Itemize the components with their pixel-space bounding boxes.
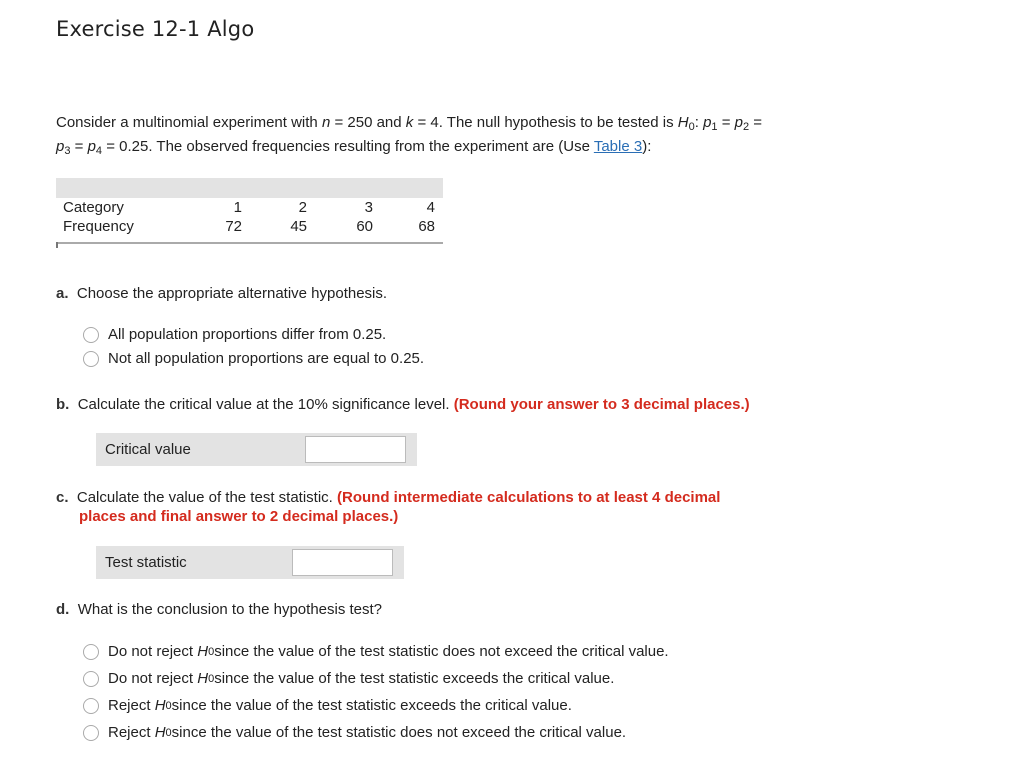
radio-button[interactable] (83, 698, 99, 714)
frequency-cell: 60 (356, 218, 373, 235)
critical-value-row (96, 433, 417, 466)
option-d-1[interactable]: Do not reject H 0 since the value of the test statistic does not exceed the critical value. (83, 643, 669, 660)
option-d-3[interactable]: Reject H 0 since the value of the test statistic exceeds the critical value. (83, 697, 572, 714)
critical-value-label: Critical value (105, 441, 191, 458)
problem-statement: Consider a multinomial experiment with n = 250 and k = 4. The null hypothesis to be tested is $H_0$: $p_1 = p_2$ = $p_3 = p_4 = 0.25$. The observed frequencies resulting from the experiment are (Use Table 3): (56, 114, 763, 157)
category-cell: 3 (364, 199, 373, 216)
radio-button[interactable] (83, 327, 99, 343)
option-a-2[interactable]: Not all population proportions are equal to 0.25. (83, 350, 424, 367)
test-statistic-input[interactable] (292, 549, 393, 576)
option-d-2[interactable]: Do not reject H 0 since the value of the test statistic exceeds the critical value. (83, 670, 614, 687)
radio-button[interactable] (83, 351, 99, 367)
table-row-category (56, 198, 443, 217)
test-statistic-row (96, 546, 404, 579)
option-a-1[interactable]: All population proportions differ from 0.25. (83, 326, 386, 343)
table-bottom-rule (56, 242, 443, 244)
page-title: Exercise 12-1 Algo (56, 17, 255, 41)
critical-value-input[interactable] (305, 436, 406, 463)
radio-button[interactable] (83, 725, 99, 741)
category-cell: 2 (298, 199, 307, 216)
question-d: d. What is the conclusion to the hypothesis test? (56, 601, 383, 618)
table-3-link[interactable]: Table 3 (593, 138, 643, 155)
row-label-category: Category (63, 199, 124, 216)
option-d-4[interactable]: Reject H 0 since the value of the test statistic does not exceed the critical value. (83, 724, 626, 741)
frequency-cell: 68 (418, 218, 435, 235)
question-b: b. Calculate the critical value at the 10% significance level. (Round your answer to 3 decimal places.) (56, 396, 750, 413)
row-label-frequency: Frequency (63, 218, 134, 235)
test-statistic-label: Test statistic (105, 554, 187, 571)
category-cell: 4 (426, 199, 435, 216)
frequency-cell: 72 (225, 218, 242, 235)
radio-button[interactable] (83, 644, 99, 660)
radio-button[interactable] (83, 671, 99, 687)
category-cell: 1 (233, 199, 242, 216)
question-c-instruction: places and final answer to 2 decimal places.) (79, 508, 399, 525)
table-header-band (56, 178, 443, 198)
frequency-table (56, 178, 443, 244)
question-c: c. Calculate the value of the test statistic. (Round intermediate calculations to at least 4 decimal (56, 489, 721, 506)
question-a: a. Choose the appropriate alternative hypothesis. (56, 285, 388, 302)
frequency-cell: 45 (290, 218, 307, 235)
table-row-frequency (56, 217, 443, 236)
